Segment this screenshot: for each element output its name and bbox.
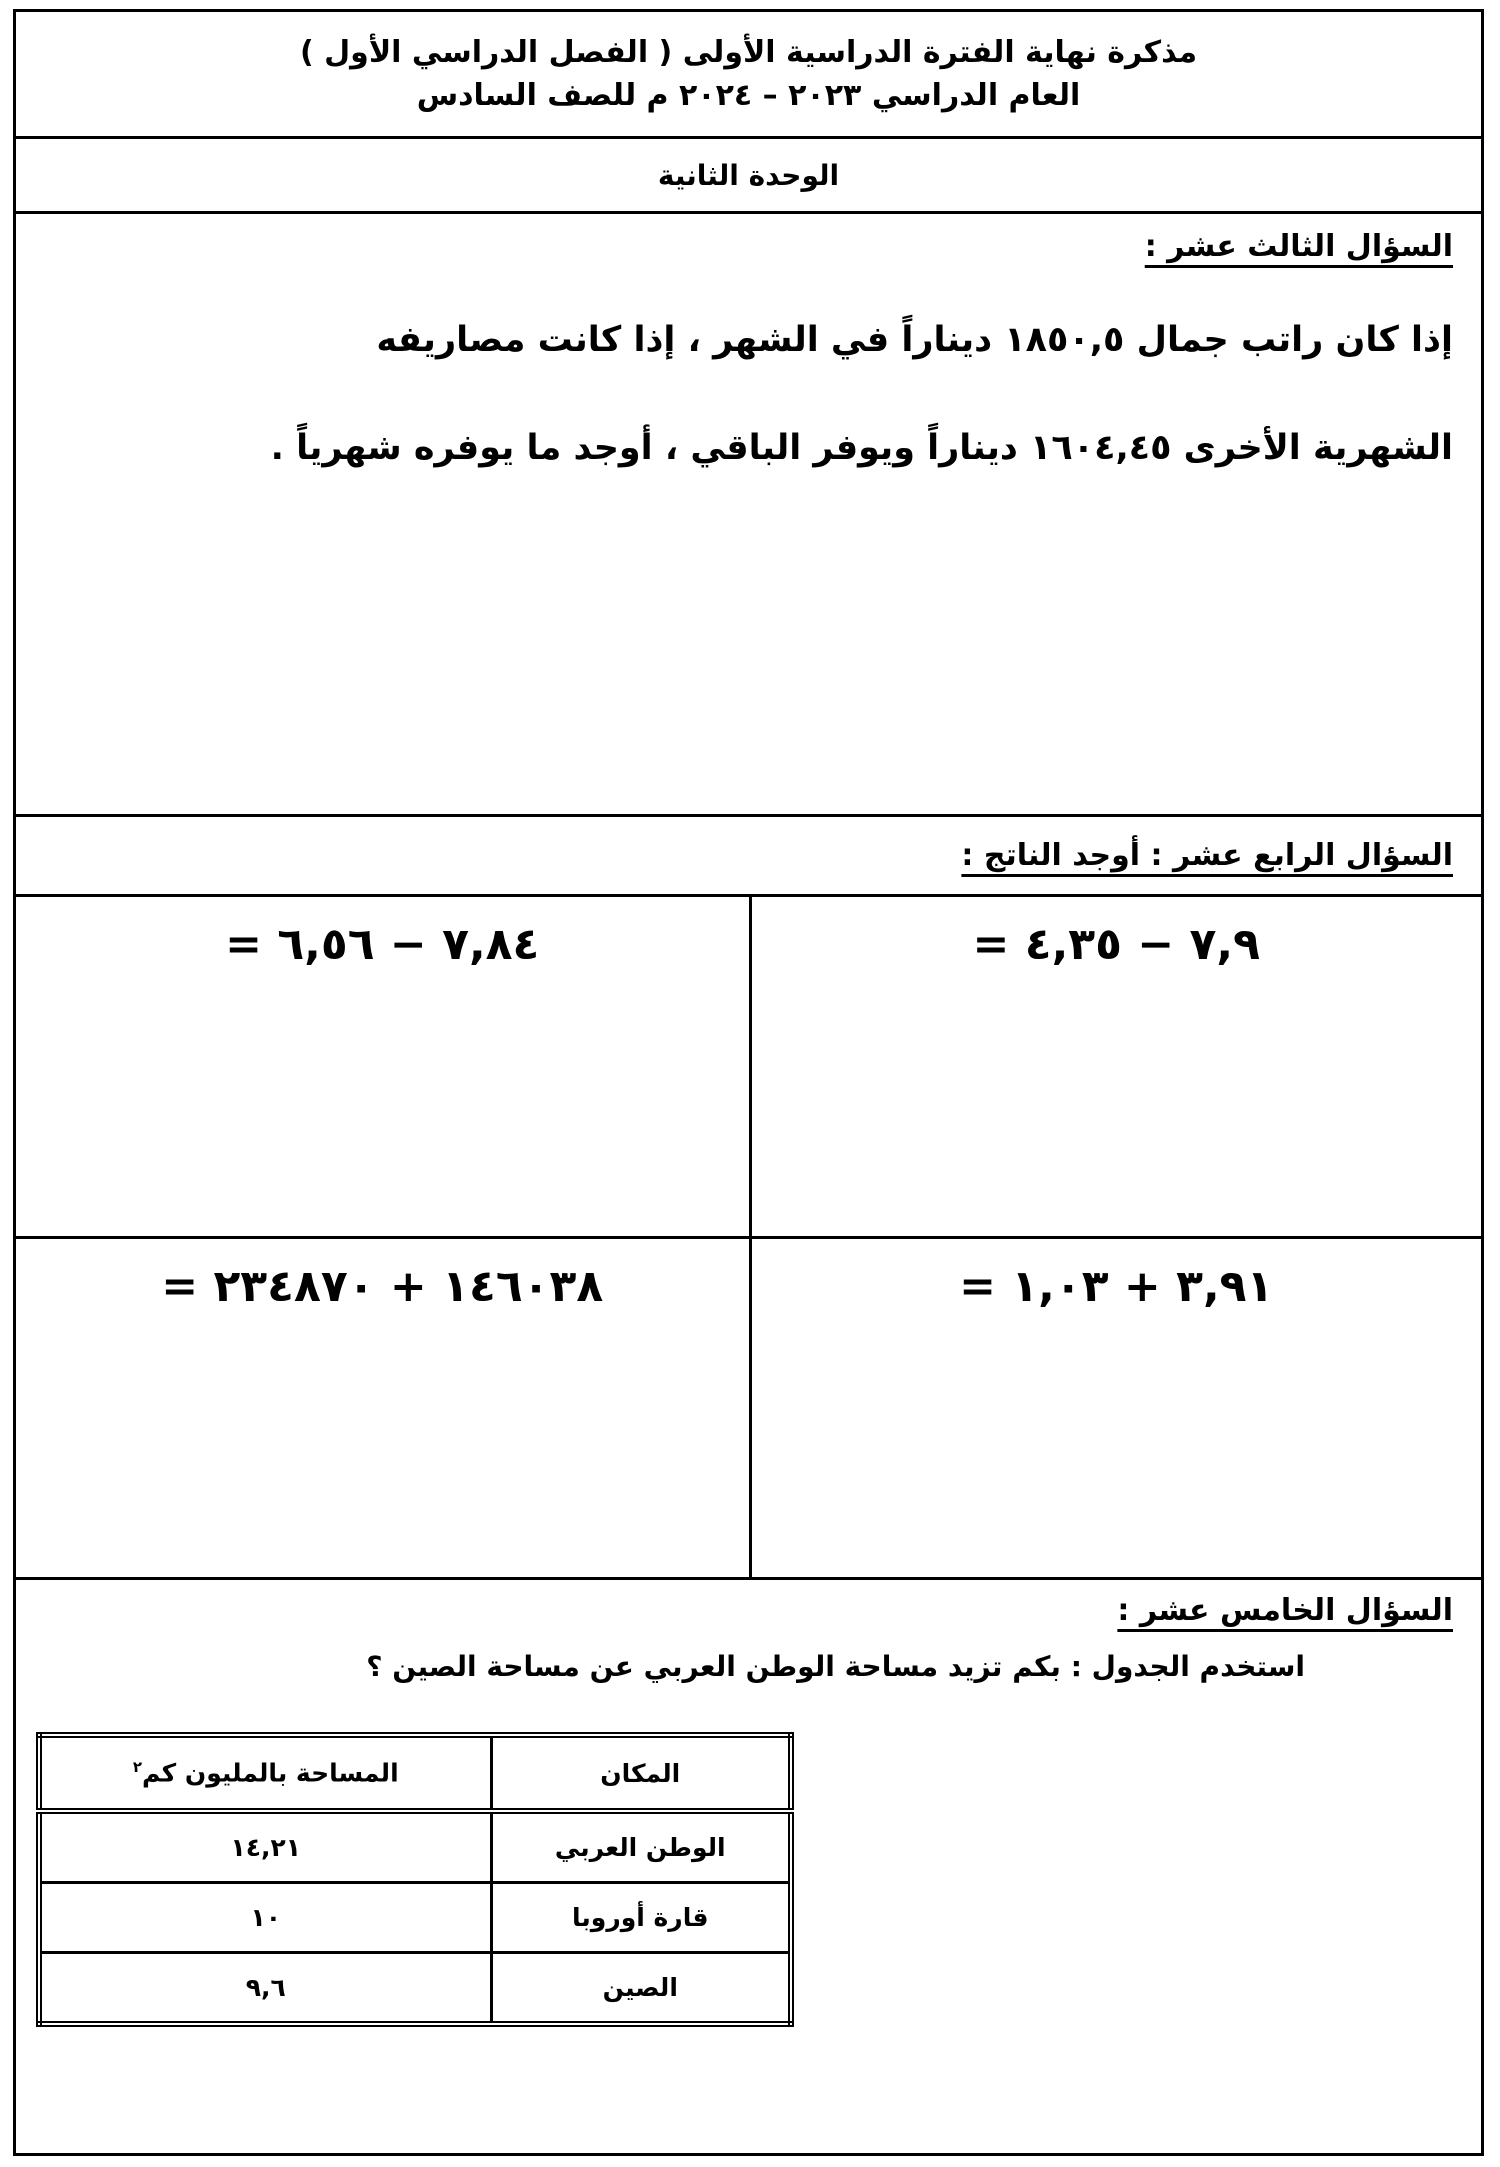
question-13-section — [16, 214, 1481, 817]
area-header-cell — [39, 1735, 491, 1811]
unit-title: الوحدة الثانية — [657, 158, 840, 192]
question-15-section — [16, 1580, 1481, 2153]
superscript-2: ٢ — [132, 1758, 143, 1777]
area-header-text: المساحة بالمليون كم — [142, 1758, 399, 1788]
areas-table — [36, 1732, 794, 2027]
area-cell: ٩,٦ — [39, 1953, 491, 2025]
table-row-europe — [39, 1883, 791, 1953]
table-header-row — [39, 1735, 791, 1811]
question-13-line-2: الشهرية الأخرى ١٦٠٤,٤٥ ديناراً ويوفر الباقي ، أوجد ما يوفره شهرياً . — [270, 428, 1453, 468]
problem-expression-2: ٧,٨٤ − ٦,٥٦ = — [225, 919, 540, 970]
problem-expression-3: ٣,٩١ + ١,٠٣ = — [959, 1261, 1274, 1312]
question-14-grid — [16, 897, 1481, 1580]
problem-expression-1: ٧,٩ − ٤,٣٥ = — [972, 919, 1260, 970]
header-line-1: مذكرة نهاية الفترة الدراسية الأولى ( الفصل الدراسي الأول ) — [300, 34, 1198, 70]
header-line-2: العام الدراسي ٢٠٢٣ – ٢٠٢٤ م للصف السادس — [416, 78, 1081, 113]
problem-cell-bottom-right — [749, 1239, 1482, 1577]
problem-cell-top-left — [16, 897, 749, 1239]
table-row-arab-world — [39, 1811, 791, 1883]
place-cell: الوطن العربي — [491, 1811, 791, 1883]
page-frame — [13, 9, 1484, 2156]
problem-cell-bottom-left — [16, 1239, 749, 1577]
question-14-title-section — [16, 817, 1481, 897]
place-cell: الصين — [491, 1953, 791, 2025]
question-15-instruction: استخدم الجدول : بكم تزيد مساحة الوطن العربي عن مساحة الصين ؟ — [366, 1650, 1305, 1683]
question-13-problem — [44, 286, 1453, 502]
question-15-title: السؤال الخامس عشر : — [1117, 1593, 1453, 1628]
question-13-line-1: إذا كان راتب جمال ١٨٥٠,٥ ديناراً في الشهر ، إذا كانت مصاريفه — [376, 320, 1453, 360]
place-header-cell: المكان — [491, 1735, 791, 1811]
place-cell: قارة أوروبا — [491, 1883, 791, 1953]
problem-cell-top-right — [749, 897, 1482, 1239]
area-cell: ١٠ — [39, 1883, 491, 1953]
problem-expression-4: ١٤٦٠٣٨ + ٢٣٤٨٧٠ = — [161, 1261, 604, 1312]
table-row-china — [39, 1953, 791, 2025]
unit-title-section — [16, 139, 1481, 214]
question-14-title: السؤال الرابع عشر : أوجد الناتج : — [961, 837, 1453, 873]
header-section — [16, 12, 1481, 139]
area-cell: ١٤,٢١ — [39, 1811, 491, 1883]
question-13-title: السؤال الثالث عشر : — [1144, 229, 1453, 264]
